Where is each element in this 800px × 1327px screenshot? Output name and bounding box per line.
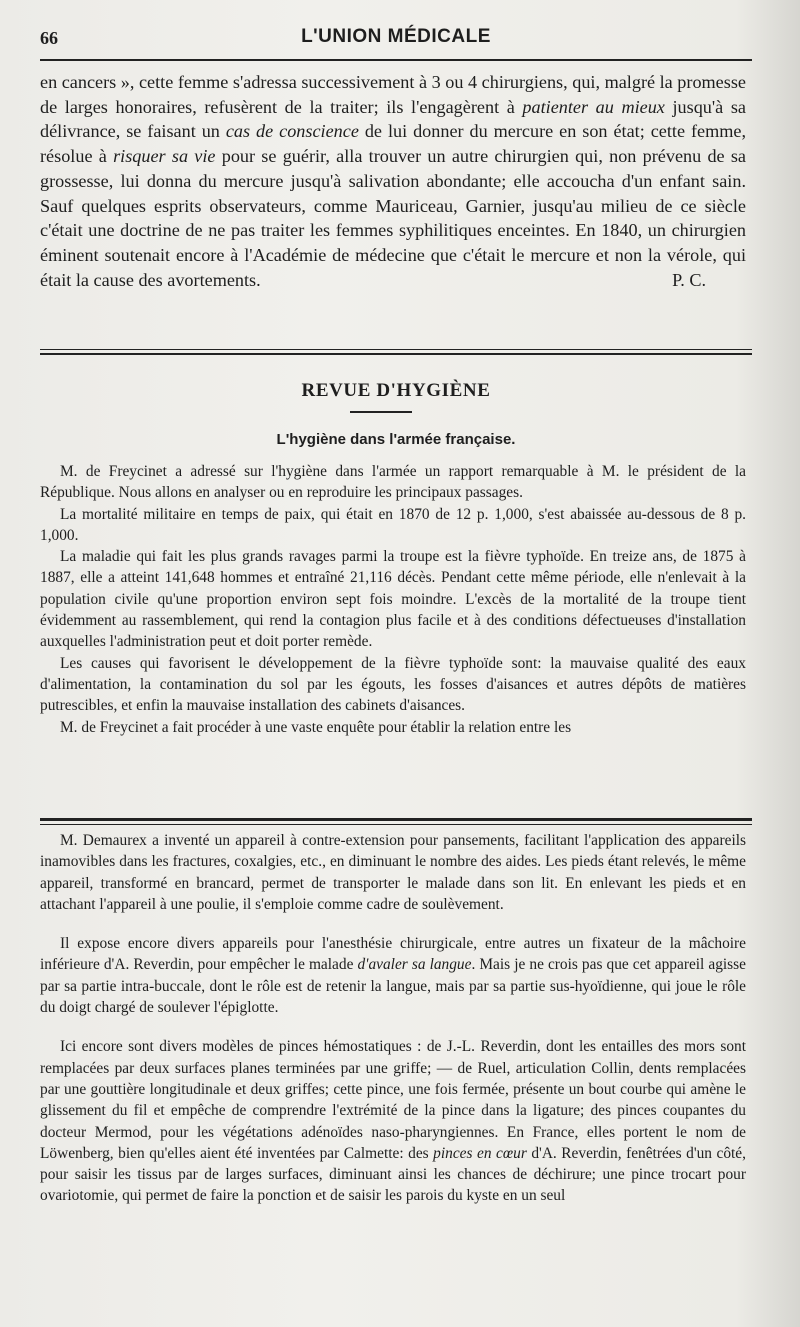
header-rule bbox=[40, 59, 752, 61]
text-run: Ici encore sont divers modèles de pinces hémostatiques : de J.-L. Reverdin, dont les entailles des mors sont remplacées par deux surfaces planes terminées par une griffe; — de Ruel, articulation Collin, dents remplacées par une gouttière longitudinale et deux griffes; cette pince, une fois fermée, présente un bout courbe qui amène le glissement du fil et empêche de comprendre l'extrémité de la pince dans la ligature; des pinces coupantes du docteur Mermod, pour les végétations adénoïdes naso-pharyngiennes. En France, elles portent le nom de Löwenberg, bien qu'elles aient été inventées par Calmette: des bbox=[40, 1038, 746, 1162]
italic-run: pinces en cœur bbox=[433, 1144, 527, 1162]
paragraph: M. de Freycinet a fait procéder à une vaste enquête pour établir la relation entre les bbox=[60, 718, 572, 736]
italic-run: cas de conscience bbox=[225, 121, 359, 142]
paragraph: Les causes qui favorisent le développement de la fièvre typhoïde sont: la mauvaise qualité des eaux d'alimentation, la contamination du sol par les égouts, les fosses d'aisances et autres dépôts de matières putrescibles, et enfin la mauvaise installation des cabinets d'aisances. bbox=[40, 654, 746, 715]
paragraph bbox=[40, 1036, 746, 1206]
section-title: REVUE D'HYGIÈNE bbox=[301, 380, 491, 401]
text-run: jusqu'à sa délivrance, se faisant un bbox=[40, 96, 747, 142]
title-underline bbox=[350, 411, 412, 413]
text-run: en cancers », cette femme s'adressa successivement à 3 ou 4 chirurgiens, qui, malgré la promesse de larges honoraires, refusèrent de la traiter; ils l'engagèrent à bbox=[40, 72, 746, 117]
running-title: L'UNION MÉDICALE bbox=[301, 26, 491, 47]
text-run: d'A. Reverdin, fenêtrées d'un côté, pour saisir les tissus par de larges surfaces, diminuant ainsi les chances de déchirure; une pince trocart pour ovariotomie, qui permet de faire la ponction et de saisir les parois du kyste en un seul bbox=[40, 1144, 746, 1205]
text-run: pour se guérir, alla trouver un autre chirurgien qui, non prévenu de sa grossesse, lui donna du mercure jusqu'à salivation abondante; elle accoucha d'un enfant sain. Sauf quelques esprits observateurs, comme Mauriceau, Garnier, jusqu'au milieu de ce siècle c'était une doctrine de ne pas traiter les femmes syphilitiques enceintes. En 1840, un chirurgien éminent soutenait encore à l'Académie de médecine que c'était le mercure et non la vérole, qui était la cause des avortements. bbox=[40, 146, 747, 290]
section-subtitle: L'hygiène dans l'armée française. bbox=[276, 431, 516, 448]
italic-run: d'avaler sa langue bbox=[357, 956, 472, 974]
intro-text bbox=[40, 70, 746, 292]
signature: P. C. bbox=[672, 269, 706, 290]
paragraph: M. Demaurex a inventé un appareil à contre-extension pour pansements, facilitant l'application des appareils inamovibles dans les fractures, coxalgies, etc., en diminuant le nombre des aides. Les pieds étant relevés, le même appareil, transformé en brancard, permet de transporter le malade dans son lit. En enlevant les pieds et en attachant l'appareil à une poulie, il s'emploie comme cadre de soulèvement. bbox=[40, 832, 746, 913]
text-run: . Mais je ne crois pas que cet appareil agisse par sa partie intra-buccale, dont le rôle est de retenir la langue, mais par sa partie sus-hyoïdienne, qui joue le rôle du doigt chargé de soulever l'épiglotte. bbox=[40, 956, 746, 1017]
appliances-article bbox=[40, 830, 746, 1225]
text-run: Il expose encore divers appareils pour l'anesthésie chirurgicale, entre autres un fixateur de la mâchoire inférieure d'A. Reverdin, pour empêcher le malade bbox=[40, 935, 746, 974]
italic-run: risquer sa vie bbox=[113, 146, 216, 167]
section-rule-thin bbox=[40, 349, 752, 350]
divider-thick bbox=[40, 818, 752, 821]
text-run: de lui donner du mercure en son état; cette femme, résolue à bbox=[40, 121, 746, 167]
paragraph bbox=[40, 933, 746, 1018]
paragraph: La maladie qui fait les plus grands ravages parmi la troupe est la fièvre typhoïde. En treize ans, de 1875 à 1887, elle a atteint 141,648 hommes et entraîné 21,116 décès. Pendant cette même période, elle n'enlevait à la population civile qu'une proportion environ sept fois moindre. L'excès de la mortalité de la troupe tient évidemment au rassemblement, qui rend la contagion plus facile et à des conditions défectueuses d'installation auxquelles l'administration peut et doit porter remède. bbox=[40, 548, 746, 651]
page-number: 66 bbox=[40, 28, 58, 48]
paragraph: M. de Freycinet a adressé sur l'hygiène dans l'armée un rapport remarquable à M. le président de la République. Nous allons en analyser ou en reproduire les principaux passages. bbox=[40, 463, 746, 502]
divider-thin bbox=[40, 824, 752, 825]
page-header bbox=[40, 24, 752, 54]
italic-run: patienter au mieux bbox=[522, 96, 665, 117]
intro-paragraph bbox=[40, 70, 746, 292]
section-rule-thick bbox=[40, 353, 752, 355]
hygiene-article bbox=[40, 461, 746, 738]
paragraph: La mortalité militaire en temps de paix, qui était en 1870 de 12 p. 1,000, s'est abaissée au-dessous de 8 p. 1,000. bbox=[40, 505, 746, 544]
